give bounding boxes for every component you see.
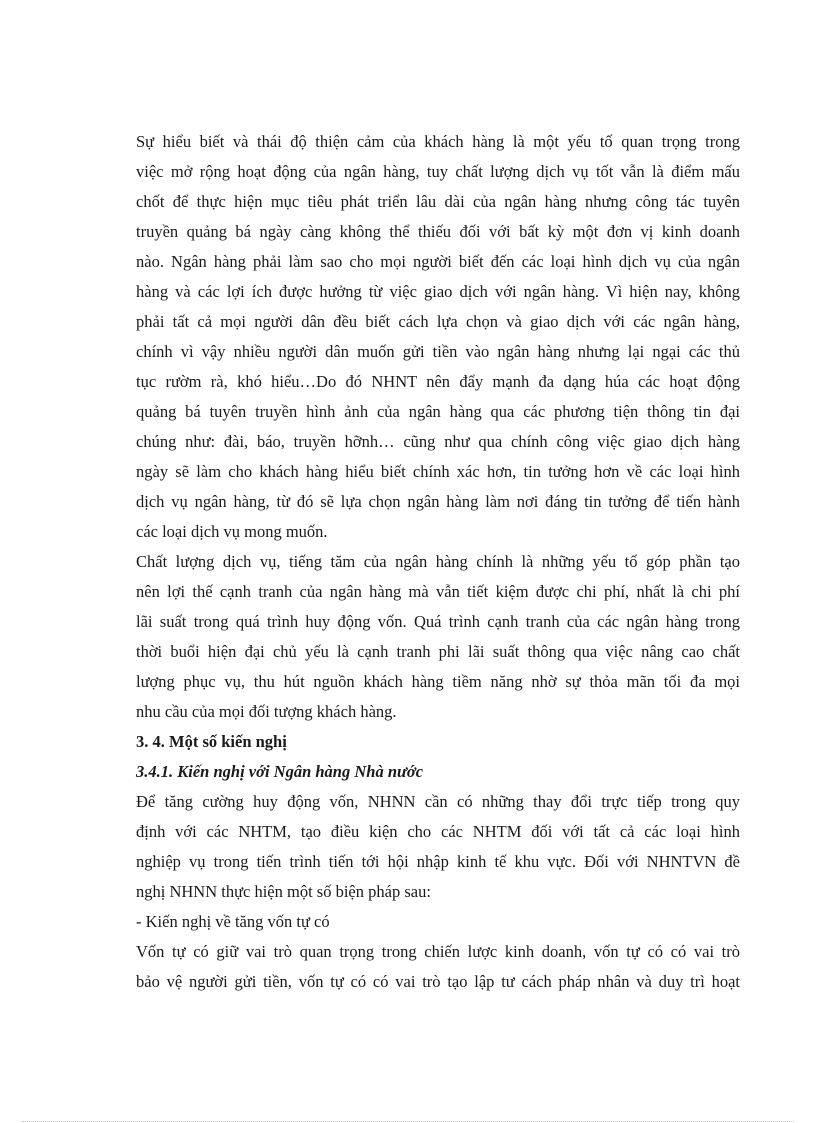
paragraph-line: ngày sẽ làm cho khách hàng hiểu biết chính xác hơn, tin tưởng hơn về các loại hình (136, 462, 740, 481)
paragraph-line: lượng phục vụ, thu hút nguồn khách hàng tiềm năng nhờ sự thỏa mãn tối đa mọi (136, 672, 740, 691)
paragraph-line: nên lợi thế cạnh tranh của ngân hàng mà vẫn tiết kiệm được chi phí, nhất là chi phí (136, 582, 740, 601)
paragraph-line: Chất lượng dịch vụ, tiếng tăm của ngân hàng chính là những yếu tố góp phần tạo (136, 552, 740, 571)
section-heading: 3. 4. Một số kiến nghị (136, 732, 287, 751)
paragraph-line: nhu cầu của mọi đối tượng khách hàng. (136, 702, 397, 721)
paragraph-line: Để tăng cường huy động vốn, NHNN cần có những thay đổi trực tiếp trong quy (136, 792, 740, 811)
paragraph-line: Vốn tự có giữ vai trò quan trọng trong chiến lược kinh doanh, vốn tự có có vai trò (136, 942, 740, 961)
paragraph-line: quảng bá tuyên truyền hình ảnh của ngân hàng qua các phương tiện thông tin đại (136, 402, 740, 421)
paragraph-line: việc mở rộng hoạt động của ngân hàng, tuy chất lượng dịch vụ tốt vẫn là điểm mấu (136, 162, 740, 181)
paragraph-line: chính vì vậy nhiều người dân muốn gửi tiền vào ngân hàng nhưng lại ngại các thủ (136, 342, 740, 361)
bullet-item: - Kiến nghị về tăng vốn tự có (136, 912, 330, 931)
paragraph-line: hàng và các lợi ích được hưởng từ việc giao dịch với ngân hàng. Vì hiện nay, không (136, 282, 740, 301)
paragraph-line: nào. Ngân hàng phải làm sao cho mọi người biết đến các loại hình dịch vụ của ngân (136, 252, 740, 271)
paragraph-line: thời buổi hiện đại chủ yếu là cạnh tranh phi lãi suất thông qua việc nâng cao chất (136, 642, 740, 661)
paragraph-line: lãi suất trong quá trình huy động vốn. Quá trình cạnh tranh của các ngân hàng trong (136, 612, 740, 631)
paragraph-line: tục rườm rà, khó hiểu…Do đó NHNT nên đẩy mạnh đa dạng húa các hoạt động (136, 372, 740, 391)
paragraph-line: chốt để thực hiện mục tiêu phát triển lâu dài của ngân hàng nhưng công tác tuyên (136, 192, 740, 211)
paragraph-line: định với các NHTM, tạo điều kiện cho các NHTM đối với tất cả các loại hình (136, 822, 740, 841)
paragraph-line: bảo vệ người gửi tiền, vốn tự có có vai trò tạo lập tư cách pháp nhân và duy trì hoạt (136, 972, 740, 991)
paragraph-line: nghiệp vụ trong tiến trình tiến tới hội nhập kinh tế khu vực. Đối với NHNTVN đề (136, 852, 740, 871)
paragraph-line: phải tất cả mọi người dân đều biết cách lựa chọn và giao dịch với các ngân hàng, (136, 312, 740, 331)
paragraph-line: dịch vụ ngân hàng, từ đó sẽ lựa chọn ngân hàng làm nơi đáng tin tưởng để tiến hành (136, 492, 740, 511)
subsection-heading: 3.4.1. Kiến nghị với Ngân hàng Nhà nước (136, 762, 424, 781)
paragraph-line: nghị NHNN thực hiện một số biện pháp sau: (136, 882, 431, 901)
page-bottom-divider (22, 1121, 794, 1122)
paragraph-line: chúng như: đài, báo, truyền hỡnh… cũng như qua chính công việc giao dịch hàng (136, 432, 740, 451)
paragraph-line: truyền quảng bá ngày càng không thể thiếu đối với bất kỳ một đơn vị kinh doanh (136, 222, 740, 241)
paragraph-line: các loại dịch vụ mong muốn. (136, 522, 328, 541)
paragraph-line: Sự hiểu biết và thái độ thiện cảm của khách hàng là một yếu tố quan trọng trong (136, 132, 740, 151)
